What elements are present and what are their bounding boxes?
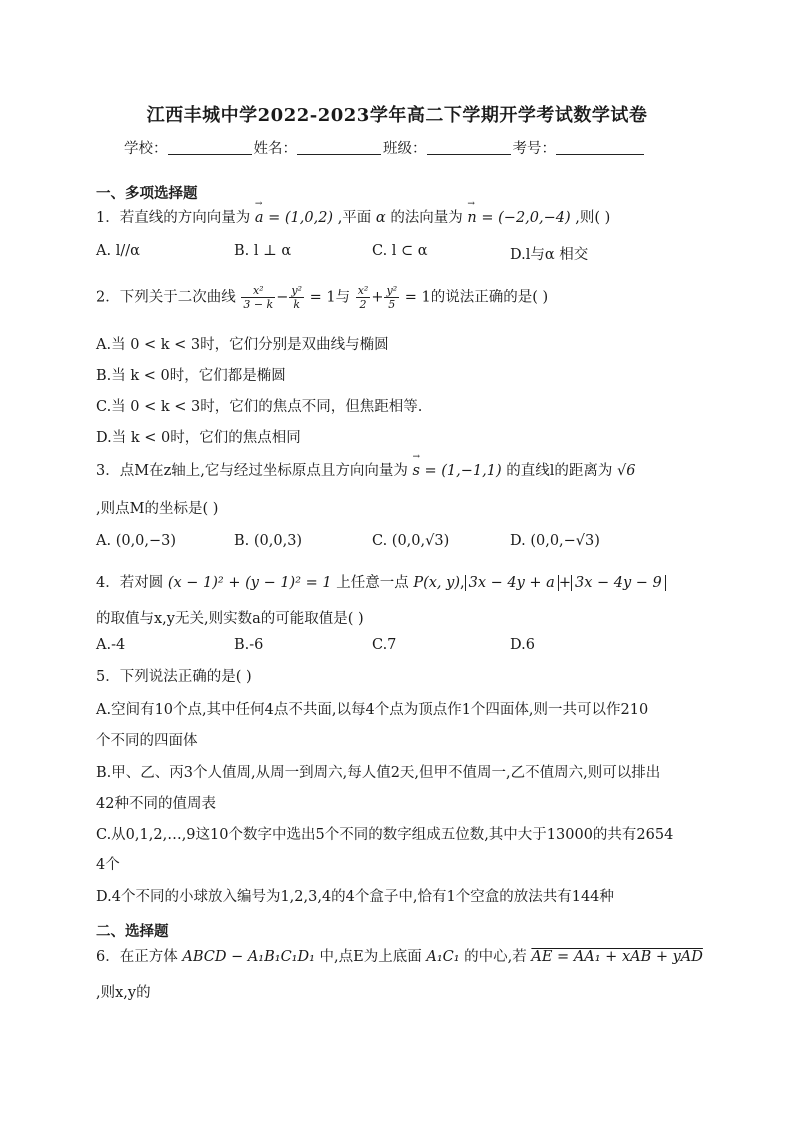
q6-text: 6．在正方体 [96, 949, 178, 965]
q2-option-b[interactable]: B.当 k < 0时，它们都是椭圆 [96, 368, 286, 384]
q2-minus: − [276, 289, 289, 306]
q3-option-c[interactable]: C. (0,0,√3) [372, 533, 450, 549]
q3-option-b[interactable]: B. (0,0,3) [234, 533, 303, 549]
q5-option-a-cont: 个不同的四面体 [96, 733, 198, 749]
q5-option-a[interactable]: A.空间有10个点,其中任何4点不共面,以每4个点为顶点作1个四面体,则一共可以作210 [96, 702, 649, 718]
q4-point: P(x, y) [413, 575, 461, 591]
q2-fraction-3 [356, 284, 371, 311]
q1-option-c[interactable]: C. l ⊂ α [372, 243, 428, 259]
q6-text-mid2: 的中心,若 [464, 949, 527, 965]
q3-text-mid: 的直线l的距离为 [506, 463, 613, 479]
q4-circle-equation: (x − 1)² + (y − 1)² = 1 [167, 575, 332, 591]
q5-option-d[interactable]: D.4个不同的小球放入编号为1,2,3,4的4个盒子中,恰有1个空盒的放法共有144种 [96, 889, 614, 905]
q2-option-c[interactable]: C.当 0 < k < 3时，它们的焦点不同，但焦距相等. [96, 399, 423, 415]
q4-abs-1: 3x − 4y + a [465, 575, 559, 591]
q1-text-mid2: 的法向量为 [390, 210, 463, 226]
q4-text: 4．若对圆 [96, 575, 164, 591]
q6-stem-line2: ,则x,y的 [96, 985, 151, 1001]
q4-option-b[interactable]: B.-6 [234, 637, 264, 653]
q2-text: 2．下列关于二次曲线 [96, 289, 236, 306]
question-6-stem [96, 945, 703, 966]
q2-frac4-num: y² [386, 284, 398, 297]
school-blank[interactable] [168, 140, 252, 155]
section-choice-heading: 二、选择题 [96, 923, 169, 940]
question-1-stem [96, 206, 610, 227]
q2-fraction-4 [384, 284, 399, 311]
q3-option-a[interactable]: A. (0,0,−3) [96, 533, 177, 549]
q1-option-d[interactable]: D.l与α 相交 [510, 247, 589, 263]
class-label: 班级： [383, 141, 427, 157]
exam-title: 江西丰城中学2022-2023学年高二下学期开学考试数学试卷 [146, 105, 648, 126]
q6-face: A₁C₁ [426, 949, 460, 965]
q4-option-d[interactable]: D.6 [510, 637, 535, 653]
q1-vector-a: → a [255, 210, 264, 226]
question-3-stem [96, 459, 635, 480]
q5-option-c-cont: 4个 [96, 857, 120, 873]
q1-vector-n: → n [467, 210, 476, 226]
q2-frac1-den: 3 − k [243, 298, 274, 311]
question-2-stem [96, 284, 548, 311]
q2-fraction-1 [241, 284, 275, 311]
q4-option-c[interactable]: C.7 [372, 637, 397, 653]
q5-option-b[interactable]: B.甲、乙、丙3个人值周,从周一到周六,每人值2天,但甲不值周一,乙不值周六,则可以排出 [96, 765, 661, 781]
student-info-row [124, 137, 646, 158]
question-5-stem: 5．下列说法正确的是( ) [96, 669, 252, 685]
question-4-stem [96, 571, 666, 592]
q1-text: 1．若直线的方向向量为 [96, 210, 251, 226]
q1-vector-a-value: = (1,0,2) [268, 210, 334, 226]
q1-text-suffix: ,则( ) [575, 210, 611, 226]
name-label: 姓名： [253, 141, 297, 157]
q3-text: 3．点M在z轴上,它与经过坐标原点且方向向量为 [96, 463, 408, 479]
q2-frac4-den: 5 [388, 298, 396, 311]
school-label: 学校： [124, 141, 168, 157]
q2-frac1-num: x² [241, 284, 275, 298]
q2-plus: + [371, 289, 384, 306]
exam-no-label: 考号： [512, 141, 556, 157]
q6-cube: ABCD − A₁B₁C₁D₁ [182, 949, 315, 965]
q1-text-mid: ,平面 [337, 210, 372, 226]
q6-vector-equation: AE = AA₁ + xAB + yAD [531, 949, 703, 965]
section-multiple-choice-heading: 一、多项选择题 [96, 185, 198, 202]
q4-plus: + [558, 575, 571, 591]
q2-frac3-den: 2 [359, 298, 367, 311]
q1-vector-n-value: = (−2,0,−4) [481, 210, 571, 226]
q5-option-c[interactable]: C.从0,1,2,…,9这10个数字中选出5个不同的数字组成五位数,其中大于13000的共有2654 [96, 827, 674, 843]
q3-distance: √6 [616, 463, 636, 479]
exam-no-blank[interactable] [556, 140, 644, 155]
q2-eq2: = 1的说法正确的是( ) [404, 289, 549, 306]
q3-stem-line2: ,则点M的坐标是( ) [96, 501, 219, 517]
q4-stem-line2: 的取值与x,y无关,则实数a的可能取值是( ) [96, 611, 364, 627]
q1-option-b[interactable]: B. l ⊥ α [234, 243, 292, 259]
q2-eq1: = 1与 [309, 289, 351, 306]
q1-option-a[interactable]: A. l//α [96, 243, 140, 259]
q2-fraction-2 [289, 284, 304, 311]
q2-frac2-den: k [293, 298, 301, 311]
q2-frac2-num: y² [291, 284, 302, 297]
q4-text-mid: 上任意一点 [336, 575, 409, 591]
q4-option-a[interactable]: A.-4 [96, 637, 126, 653]
q3-option-d[interactable]: D. (0,0,−√3) [510, 533, 600, 549]
q2-option-d[interactable]: D.当 k < 0时，它们的焦点相同 [96, 430, 301, 446]
q4-comma: , [460, 575, 465, 591]
q5-option-b-cont: 42种不同的值周表 [96, 796, 216, 812]
q3-vector-s-value: = (1,−1,1) [424, 463, 502, 479]
q4-abs-2: 3x − 4y − 9 [571, 575, 666, 591]
q3-vector-s: → s [412, 463, 419, 479]
q6-text-mid: 中,点E为上底面 [319, 949, 422, 965]
q2-frac3-num: x² [357, 284, 369, 297]
q1-alpha: α [375, 210, 386, 226]
class-blank[interactable] [427, 140, 511, 155]
q2-option-a[interactable]: A.当 0 < k < 3时，它们分别是双曲线与椭圆 [96, 337, 389, 353]
name-blank[interactable] [297, 140, 381, 155]
